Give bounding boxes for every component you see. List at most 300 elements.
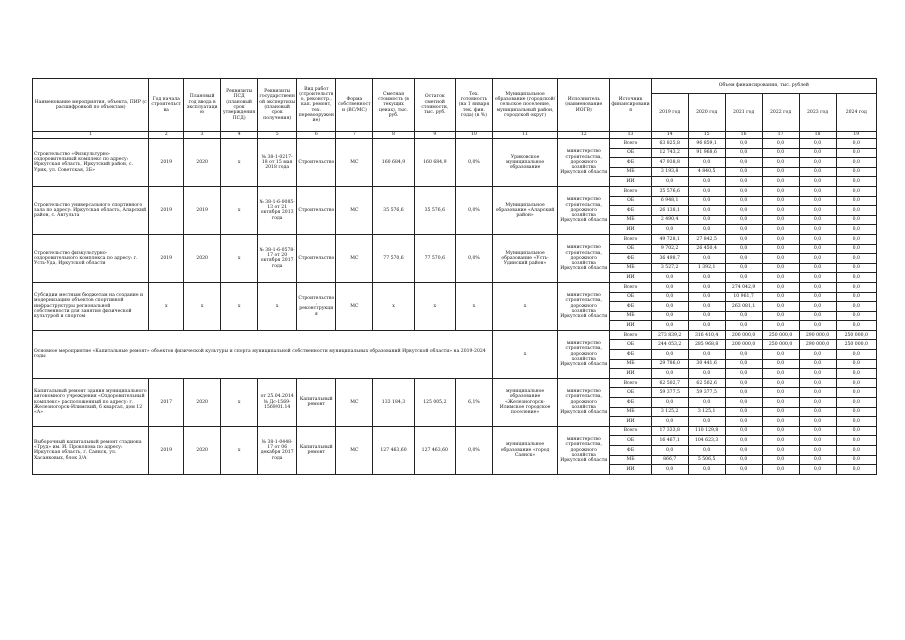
executor: министерство строительства, дорожного хозяйства Иркутской области: [558, 186, 610, 234]
amount-cell: 0,0: [836, 244, 876, 254]
column-index: 13: [610, 132, 651, 139]
amount-cell: 36 498,7: [651, 254, 688, 264]
amount-cell: 0,0: [799, 167, 836, 177]
amount-cell: 5 506,5: [688, 455, 725, 465]
source-cell: Всего: [610, 139, 651, 149]
amount-cell: 0,0: [799, 186, 836, 196]
work-type: Капитальный ремонт: [297, 378, 336, 426]
amount-cell: 0,0: [725, 139, 762, 149]
amount-cell: 0,0: [688, 350, 725, 360]
amount-cell: 0,0: [799, 263, 836, 273]
table-row: [33, 234, 877, 244]
estimated-cost: 160 684,9: [373, 139, 414, 187]
amount-cell: 0,0: [762, 311, 799, 321]
amount-cell: 0,0: [725, 311, 762, 321]
amount-cell: 0,0: [688, 446, 725, 456]
column-index: 11: [492, 132, 557, 139]
amount-cell: 0,0: [836, 455, 876, 465]
amount-cell: 3 125,1: [688, 407, 725, 417]
column-header: Остаток сметной стоимости, тыс. руб.: [414, 79, 455, 132]
end-year: 2020: [184, 426, 221, 474]
column-index: 12: [558, 132, 610, 139]
readiness: 0,0%: [455, 139, 492, 187]
amount-cell: 0,0: [762, 196, 799, 206]
amount-cell: 0,0: [836, 292, 876, 302]
amount-cell: 0,0: [799, 321, 836, 331]
table-row: [33, 139, 877, 149]
amount-cell: 2 490,4: [651, 215, 688, 225]
amount-cell: 0,0: [762, 417, 799, 427]
amount-cell: 0,0: [799, 148, 836, 158]
ownership: МС: [336, 186, 373, 234]
amount-cell: 62 502,7: [651, 378, 688, 388]
amount-cell: 17 333,8: [651, 426, 688, 436]
amount-cell: 316 410,4: [688, 330, 725, 340]
table-body: [33, 139, 877, 475]
amount-cell: 0,0: [762, 167, 799, 177]
estimated-cost: 35 576,6: [373, 186, 414, 234]
object-name: Выборочный капитальный ремонт стадиона «Труд» им. И. Прокопова по адресу: Иркутская область, г. Саянск, ул. Хасанковых, блок 3/А: [33, 426, 149, 474]
amount-cell: 0,0: [799, 417, 836, 427]
amount-cell: 0,0: [799, 407, 836, 417]
amount-cell: 0,0: [762, 273, 799, 283]
expertise-details: от 25.04.2014 № Дс-1569-1569/01.14: [258, 378, 297, 426]
amount-cell: 0,0: [725, 455, 762, 465]
budget-table-sheet: [32, 78, 877, 475]
amount-cell: 0,0: [688, 196, 725, 206]
amount-cell: 0,0: [725, 417, 762, 427]
source-cell: ИИ: [610, 273, 651, 283]
amount-cell: 0,0: [725, 369, 762, 379]
column-index: 6: [297, 132, 336, 139]
amount-cell: 0,0: [799, 446, 836, 456]
amount-cell: 0,0: [762, 426, 799, 436]
amount-cell: 0,0: [762, 398, 799, 408]
amount-cell: 0,0: [836, 225, 876, 235]
table-row: [33, 330, 877, 340]
funding-table: [32, 78, 877, 475]
table-row: [33, 378, 877, 388]
amount-cell: 0,0: [836, 359, 876, 369]
amount-cell: 0,0: [762, 292, 799, 302]
amount-cell: 1 392,1: [688, 263, 725, 273]
psd-details: х: [221, 378, 258, 426]
object-name: Субсидии местным бюджетам на создание и модернизацию объектов спортивной инфраструктуры региональной собственности для занятия физической культурой и спортом: [33, 282, 149, 330]
amount-cell: 4 840,5: [688, 167, 725, 177]
amount-cell: 35 576,6: [651, 186, 688, 196]
amount-cell: 0,0: [836, 158, 876, 168]
amount-cell: 16 467,1: [651, 436, 688, 446]
amount-cell: 110 129,8: [688, 426, 725, 436]
remaining-cost: 35 576,6: [414, 186, 455, 234]
amount-cell: 290 000,0: [799, 340, 836, 350]
amount-cell: 0,0: [762, 446, 799, 456]
executor: министерство строительства, дорожного хозяйства Иркутской области: [558, 330, 610, 378]
column-header: Сметная стоимость (в текущих ценах), тыс. руб.: [373, 79, 414, 132]
amount-cell: 0,0: [836, 465, 876, 475]
end-year: 2020: [184, 378, 221, 426]
column-index: 18: [799, 132, 836, 139]
source-cell: ИИ: [610, 369, 651, 379]
amount-cell: 26 450,4: [688, 244, 725, 254]
amount-cell: 3 527,2: [651, 263, 688, 273]
amount-cell: 0,0: [688, 282, 725, 292]
remaining-cost: 77 570,6: [414, 234, 455, 282]
work-type: Строительство: [297, 186, 336, 234]
source-cell: ОБ: [610, 292, 651, 302]
amount-cell: 0,0: [836, 398, 876, 408]
end-year: 2019: [184, 186, 221, 234]
executor: министерство строительства, дорожного хозяйства Иркутской области: [558, 234, 610, 282]
amount-cell: 0,0: [836, 177, 876, 187]
amount-cell: 0,0: [836, 350, 876, 360]
amount-cell: 200 000,0: [725, 340, 762, 350]
amount-cell: 0,0: [836, 407, 876, 417]
amount-cell: 0,0: [836, 436, 876, 446]
column-header: Наименование мероприятия, объекта, ПИР (с расшифровкой по объектам): [33, 79, 149, 132]
start-year: 2019: [149, 426, 184, 474]
year-header: 2020 год: [688, 94, 725, 132]
amount-cell: 0,0: [762, 350, 799, 360]
amount-cell: 0,0: [762, 378, 799, 388]
amount-cell: 0,0: [725, 234, 762, 244]
amount-cell: 12 743,2: [651, 148, 688, 158]
amount-cell: 0,0: [762, 369, 799, 379]
column-header: Год начала строительства: [149, 79, 184, 132]
amount-cell: 0,0: [651, 417, 688, 427]
amount-cell: 0,0: [836, 139, 876, 149]
amount-cell: 0,0: [799, 177, 836, 187]
expertise-details: № 38-1-0217-18 от 15 мая 2018 года: [258, 139, 297, 187]
column-index: 1: [33, 132, 149, 139]
column-index: 10: [455, 132, 492, 139]
amount-cell: 0,0: [799, 158, 836, 168]
amount-cell: 0,0: [836, 234, 876, 244]
object-name: Строительство универсального спортивного зала по адресу: Иркутская область, Аларский район, с. Ангульта: [33, 186, 149, 234]
amount-cell: 244 053,2: [651, 340, 688, 350]
amount-cell: 6 948,1: [651, 196, 688, 206]
amount-cell: 0,0: [762, 177, 799, 187]
ownership: МС: [336, 234, 373, 282]
source-cell: ОБ: [610, 436, 651, 446]
amount-cell: 9 702,2: [651, 244, 688, 254]
main-event-name: Основное мероприятие «Капитальные ремонт» объектов физической культуры и спорта муниципальной собственности муниципальных образований Иркутской области» на 2019-2024 годы: [33, 330, 493, 378]
amount-cell: 30 441,6: [688, 359, 725, 369]
amount-cell: 0,0: [725, 158, 762, 168]
amount-cell: 0,0: [799, 225, 836, 235]
amount-cell: 0,0: [799, 350, 836, 360]
amount-cell: 96 859,1: [688, 139, 725, 149]
amount-cell: 0,0: [836, 206, 876, 216]
amount-cell: 0,0: [836, 388, 876, 398]
expertise-details: № 38-1-6-0085-13 от 21 октября 2013 года: [258, 186, 297, 234]
amount-cell: 62 502,6: [688, 378, 725, 388]
table-row: [33, 426, 877, 436]
amount-cell: 47 938,8: [651, 158, 688, 168]
amount-cell: 0,0: [762, 455, 799, 465]
amount-cell: 0,0: [836, 417, 876, 427]
amount-cell: 200 000,0: [725, 330, 762, 340]
amount-cell: 91 968,6: [688, 148, 725, 158]
executor: министерство строительства, дорожного хозяйства Иркутской области: [558, 139, 610, 187]
end-year: 2020: [184, 234, 221, 282]
amount-cell: 0,0: [762, 158, 799, 168]
amount-cell: 0,0: [799, 206, 836, 216]
amount-cell: 0,0: [725, 273, 762, 283]
amount-cell: 0,0: [688, 292, 725, 302]
municipality: х: [492, 282, 557, 330]
amount-cell: 0,0: [799, 282, 836, 292]
executor: министерство строительства, дорожного хозяйства Иркутской области: [558, 426, 610, 474]
amount-cell: 0,0: [688, 465, 725, 475]
amount-cell: 0,0: [762, 302, 799, 312]
amount-cell: 0,0: [836, 302, 876, 312]
ownership: МС: [336, 378, 373, 426]
amount-cell: 26 138,1: [651, 206, 688, 216]
amount-cell: 0,0: [836, 215, 876, 225]
source-cell: Всего: [610, 234, 651, 244]
amount-cell: 0,0: [762, 206, 799, 216]
amount-cell: 0,0: [799, 139, 836, 149]
amount-cell: 0,0: [725, 465, 762, 475]
amount-cell: 0,0: [651, 446, 688, 456]
object-name: Капитальный ремонт здания муниципального автономного учреждения «Оздоровительный комплекс» расположенный по адресу: г. Железногорск-Илимский, 6 квартал, дом 12 «А»: [33, 378, 149, 426]
amount-cell: 0,0: [762, 436, 799, 446]
amount-cell: 0,0: [725, 426, 762, 436]
amount-cell: 0,0: [762, 359, 799, 369]
amount-cell: 3 125,2: [651, 407, 688, 417]
end-year: 2020: [184, 139, 221, 187]
amount-cell: 0,0: [725, 244, 762, 254]
column-header: Исполнитель (наименование ИОГВ): [558, 79, 610, 132]
amount-cell: 0,0: [836, 254, 876, 264]
amount-cell: 274 042,9: [725, 282, 762, 292]
amount-cell: 0,0: [762, 254, 799, 264]
municipality: Уриковское муниципальное образование: [492, 139, 557, 187]
source-cell: ФБ: [610, 254, 651, 264]
amount-cell: 0,0: [799, 378, 836, 388]
amount-cell: 0,0: [762, 225, 799, 235]
amount-cell: 0,0: [688, 321, 725, 331]
source-cell: ОБ: [610, 196, 651, 206]
amount-cell: 250 000,0: [836, 330, 876, 340]
column-header: Реквизиты ПСД (плановый срок утверждения ПСД): [221, 79, 258, 132]
column-index: 5: [258, 132, 297, 139]
amount-cell: 0,0: [725, 225, 762, 235]
column-header: Форма собственности (ВС/МС): [336, 79, 373, 132]
source-cell: ОБ: [610, 388, 651, 398]
amount-cell: 0,0: [799, 196, 836, 206]
amount-cell: 0,0: [688, 177, 725, 187]
expertise-details: № 38-1-6-0578-17 от 20 октября 2017 года: [258, 234, 297, 282]
estimated-cost: 127 463,60: [373, 426, 414, 474]
estimated-cost: х: [373, 282, 414, 330]
column-header: Вид работ (строительство, реконстр., кап. ремонт, тех. перевооружение): [297, 79, 336, 132]
amount-cell: 0,0: [836, 311, 876, 321]
amount-cell: 3 193,8: [651, 167, 688, 177]
amount-cell: 0,0: [651, 350, 688, 360]
source-cell: ФБ: [610, 158, 651, 168]
amount-cell: 10 961,7: [725, 292, 762, 302]
ownership: МС: [336, 139, 373, 187]
source-cell: Всего: [610, 426, 651, 436]
amount-cell: 0,0: [651, 225, 688, 235]
source-cell: ФБ: [610, 350, 651, 360]
amount-cell: 0,0: [799, 215, 836, 225]
amount-cell: 0,0: [799, 436, 836, 446]
year-header: 2024 год: [836, 94, 876, 132]
column-index: 16: [725, 132, 762, 139]
amount-cell: 0,0: [836, 148, 876, 158]
amount-cell: 0,0: [836, 273, 876, 283]
start-year: 2019: [149, 186, 184, 234]
column-index: 15: [688, 132, 725, 139]
amount-cell: 0,0: [651, 282, 688, 292]
amount-cell: 104 623,3: [688, 436, 725, 446]
amount-cell: 0,0: [725, 398, 762, 408]
amount-cell: 285 968,8: [688, 340, 725, 350]
source-cell: МБ: [610, 215, 651, 225]
main-event-mark: х: [492, 330, 557, 378]
amount-cell: 0,0: [762, 407, 799, 417]
column-index: 19: [836, 132, 876, 139]
psd-details: х: [221, 282, 258, 330]
amount-cell: 0,0: [836, 263, 876, 273]
source-cell: МБ: [610, 167, 651, 177]
amount-cell: 0,0: [725, 378, 762, 388]
readiness: 0,0%: [455, 426, 492, 474]
remaining-cost: 160 684,9: [414, 139, 455, 187]
amount-cell: 0,0: [836, 369, 876, 379]
source-cell: МБ: [610, 359, 651, 369]
source-cell: ОБ: [610, 244, 651, 254]
amount-cell: 0,0: [799, 302, 836, 312]
amount-cell: 0,0: [799, 359, 836, 369]
amount-cell: 0,0: [762, 244, 799, 254]
expertise-details: х: [258, 282, 297, 330]
column-index: 7: [336, 132, 373, 139]
psd-details: х: [221, 139, 258, 187]
amount-cell: 0,0: [799, 455, 836, 465]
object-name: Строительство «Физкультурно-оздоровительный комплекс по адресу: Иркутская область, Иркутский район, с. Урик, ул. Советская, 3Б»: [33, 139, 149, 187]
table-row: [33, 282, 877, 292]
amount-cell: 0,0: [762, 465, 799, 475]
source-cell: Всего: [610, 186, 651, 196]
amount-cell: 0,0: [725, 196, 762, 206]
municipality: Муниципальное образование «Аларский район»: [492, 186, 557, 234]
year-header: 2022 год: [762, 94, 799, 132]
amount-cell: 63 825,8: [651, 139, 688, 149]
amount-cell: 0,0: [688, 302, 725, 312]
amount-cell: 0,0: [799, 465, 836, 475]
amount-cell: 250 000,0: [836, 340, 876, 350]
year-header: 2019 год: [651, 94, 688, 132]
amount-cell: 0,0: [651, 311, 688, 321]
remaining-cost: 127 463,60: [414, 426, 455, 474]
column-index: 2: [149, 132, 184, 139]
source-cell: ОБ: [610, 148, 651, 158]
amount-cell: 0,0: [836, 378, 876, 388]
amount-cell: 0,0: [688, 417, 725, 427]
readiness: х: [455, 282, 492, 330]
source-cell: ФБ: [610, 302, 651, 312]
psd-details: х: [221, 234, 258, 282]
amount-cell: 0,0: [725, 254, 762, 264]
ownership: МС: [336, 282, 373, 330]
column-index: 9: [414, 132, 455, 139]
end-year: х: [184, 282, 221, 330]
source-cell: Всего: [610, 282, 651, 292]
amount-cell: 0,0: [725, 177, 762, 187]
amount-cell: 0,0: [651, 321, 688, 331]
column-header: Источник финансирования: [610, 79, 651, 132]
source-cell: ИИ: [610, 417, 651, 427]
column-header: Плановый год ввода в эксплуатацию: [184, 79, 221, 132]
amount-cell: 0,0: [836, 446, 876, 456]
amount-cell: 0,0: [762, 139, 799, 149]
amount-cell: 0,0: [762, 215, 799, 225]
source-cell: ИИ: [610, 465, 651, 475]
amount-cell: 0,0: [836, 282, 876, 292]
start-year: х: [149, 282, 184, 330]
amount-cell: 263 081,1: [725, 302, 762, 312]
amount-cell: 0,0: [725, 388, 762, 398]
amount-cell: 59 377,5: [688, 388, 725, 398]
source-cell: Всего: [610, 378, 651, 388]
amount-cell: 0,0: [836, 321, 876, 331]
amount-cell: 0,0: [651, 177, 688, 187]
amount-cell: 0,0: [688, 186, 725, 196]
amount-cell: 0,0: [725, 407, 762, 417]
amount-cell: 0,0: [799, 244, 836, 254]
amount-cell: 250 000,0: [762, 330, 799, 340]
amount-cell: 0,0: [688, 254, 725, 264]
amount-cell: 0,0: [688, 398, 725, 408]
amount-cell: 0,0: [762, 388, 799, 398]
amount-cell: 0,0: [762, 234, 799, 244]
amount-cell: 0,0: [725, 215, 762, 225]
amount-cell: 0,0: [836, 167, 876, 177]
estimated-cost: 77 570,6: [373, 234, 414, 282]
source-cell: ИИ: [610, 225, 651, 235]
amount-cell: 0,0: [799, 273, 836, 283]
amount-cell: 0,0: [799, 254, 836, 264]
column-index: 8: [373, 132, 414, 139]
amount-cell: 0,0: [688, 311, 725, 321]
amount-cell: 0,0: [725, 436, 762, 446]
object-name: Строительство физкультурно-оздоровительного комплекса по адресу: г. Усть-Уда, Иркутской области: [33, 234, 149, 282]
readiness: 6,1%: [455, 378, 492, 426]
work-type: Строительство: [297, 234, 336, 282]
amount-cell: 0,0: [651, 302, 688, 312]
amount-cell: 0,0: [688, 225, 725, 235]
amount-cell: 0,0: [688, 273, 725, 283]
remaining-cost: 125 005,2: [414, 378, 455, 426]
amount-cell: 0,0: [799, 234, 836, 244]
column-header: Реквизиты государственной экспертизы (плановый срок получения): [258, 79, 297, 132]
start-year: 2019: [149, 234, 184, 282]
amount-cell: 0,0: [688, 215, 725, 225]
source-cell: ИИ: [610, 177, 651, 187]
amount-cell: 0,0: [651, 292, 688, 302]
executor: министерство строительства, дорожного хозяйства Иркутской области: [558, 282, 610, 330]
amount-cell: 0,0: [725, 148, 762, 158]
amount-cell: 0,0: [651, 369, 688, 379]
start-year: 2019: [149, 139, 184, 187]
readiness: 0,0%: [455, 186, 492, 234]
amount-cell: 0,0: [651, 465, 688, 475]
column-header: Тех. готовность (на 1 января тек. фин. года) (в %): [455, 79, 492, 132]
